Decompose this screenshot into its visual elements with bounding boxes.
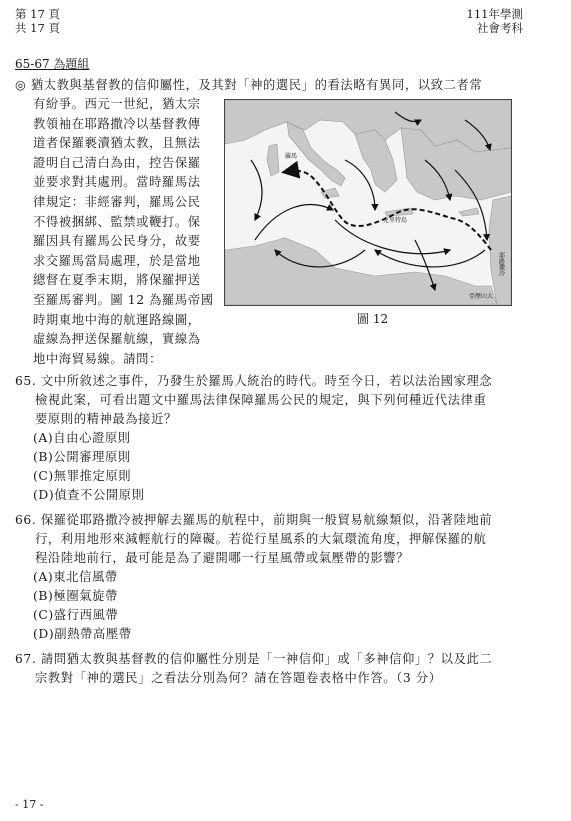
intro-line: 不得被捆綁、監禁或鞭打。保 — [33, 214, 201, 229]
label-alexandria: 亞歷山大 — [469, 293, 494, 300]
mediterranean-route-map — [224, 99, 512, 306]
question-67-line: 宗教對「神的選民」之看法分別為何？請在答題卷表格中作答。（3 分） — [35, 671, 442, 685]
q65-option-a: (A)自由心證原則 — [33, 431, 131, 445]
intro-line: 教領袖在耶路撒冷以基督教傳 — [33, 116, 201, 131]
page-number-line: 第 17 頁 — [15, 7, 60, 21]
q66-option-a: (A)東北信風帶 — [33, 570, 118, 584]
page-header-right — [467, 7, 523, 35]
q66-option-d: (D)副熱帶高壓帶 — [33, 627, 132, 641]
total-pages-line: 共 17 頁 — [15, 21, 60, 35]
page-footer-number: - 17 - — [15, 798, 44, 811]
intro-line: 有紛爭。西元一世紀，猶太宗 — [33, 97, 201, 111]
question-group-title: 65-67 為題組 — [15, 57, 90, 71]
question-66-line: 66. 保羅從耶路撒冷被押解去羅馬的航程中，前期與一般貿易航線類似，沿著陸地前 — [15, 513, 493, 527]
intro-line: 地中海貿易線。請問： — [33, 351, 162, 366]
q65-option-c: (C)無罪推定原則 — [33, 469, 132, 483]
intro-line: 時期東地中海的航運路線圖， — [33, 312, 201, 327]
label-crete: 克里特島 — [383, 217, 408, 224]
question-65-line: 要原則的精神最為接近？ — [35, 412, 177, 426]
intro-line: 證明自己清白為由，控告保羅 — [33, 155, 201, 170]
q65-option-d: (D)偵查不公開原則 — [33, 488, 145, 502]
intro-line: 律規定：非經審判，羅馬公民 — [33, 194, 201, 209]
subject-name: 社會考科 — [477, 21, 523, 35]
intro-line: 羅因具有羅馬公民身分，故要 — [33, 234, 201, 249]
map-svg — [225, 100, 511, 305]
intro-line: 總督在夏季末期，將保羅押送 — [33, 273, 201, 288]
intro-line: 道者保羅褻瀆猶太教，且無法 — [33, 136, 201, 151]
label-jerusalem: 耶路撒冷 — [497, 252, 505, 276]
question-66-line: 程沿陸地前行，最可能是為了避開哪一行星風帶或氣壓帶的影響？ — [35, 551, 410, 565]
figure-caption: 圖 12 — [357, 312, 389, 326]
exam-year: 111年學測 — [466, 7, 523, 21]
page-header-left — [15, 7, 60, 35]
question-65-line: 65. 文中所敘述之事件，乃發生於羅馬人統治的時代。時至今日，若以法治國家理念 — [15, 374, 493, 388]
intro-line: 虛線為押送保羅航線，實線為 — [33, 332, 201, 347]
intro-line: 求交羅馬當局處理，於是當地 — [33, 253, 201, 268]
land-areas — [225, 100, 511, 305]
intro-line: 至羅馬審判。圖 12 為羅馬帝國 — [33, 292, 214, 307]
q66-option-c: (C)盛行西風帶 — [33, 608, 119, 622]
question-65-line: 檢視此案，可看出題文中羅馬法律保障羅馬公民的規定，與下列何種近代法律重 — [35, 393, 487, 407]
q66-option-b: (B)極圈氣旋帶 — [33, 589, 118, 603]
question-67-line: 67. 請問猶太教與基督教的信仰屬性分別是「一神信仰」或「多神信仰」？以及此二 — [15, 652, 493, 666]
intro-body — [33, 95, 223, 369]
label-rome: 羅馬 — [285, 153, 298, 160]
q65-option-b: (B)公開審理原則 — [33, 450, 131, 464]
question-66-line: 行，利用地形來減輕航行的障礙。若從行星風系的大氣環流角度，押解保羅的航 — [35, 532, 487, 546]
intro-first-line: ◎ 猶太教與基督教的信仰屬性，及其對「神的選民」的看法略有異同，以致二者常 — [15, 78, 483, 92]
intro-line: 並要求對其處刑。當時羅馬法 — [33, 175, 201, 190]
